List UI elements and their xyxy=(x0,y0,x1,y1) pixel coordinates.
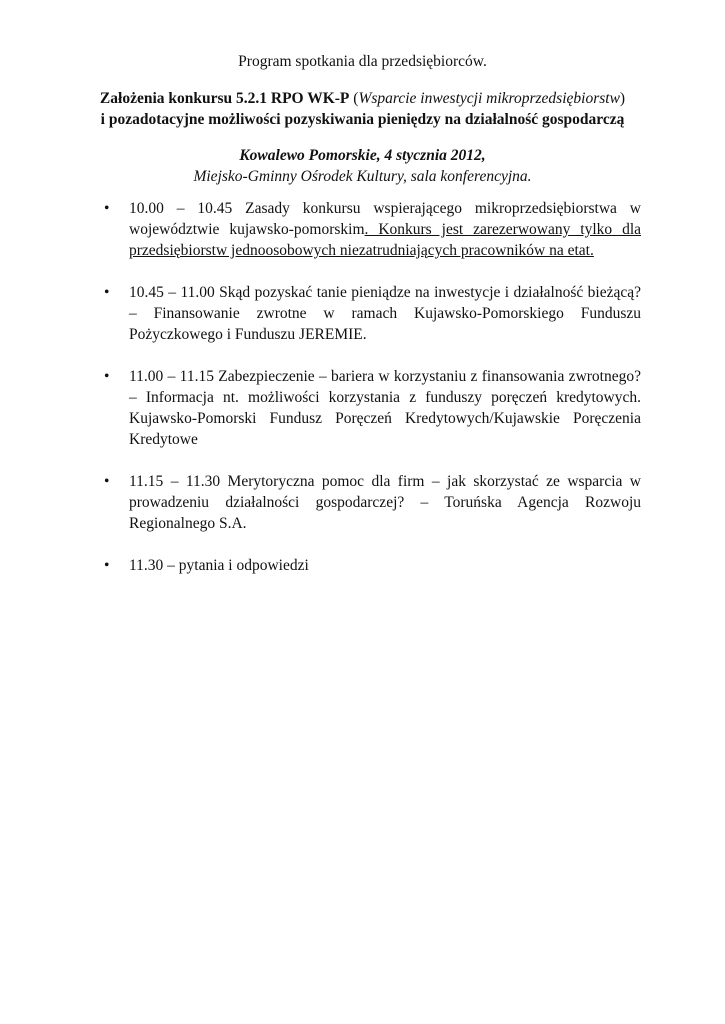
document-title: Program spotkania dla przedsiębiorców. xyxy=(238,53,487,70)
agenda-item xyxy=(104,471,641,534)
agenda-item xyxy=(104,198,641,261)
agenda-item-text: 10.45 – 11.00 Skąd pozyskać tanie pieniądze na inwestycje i działalność bieżącą? – Finansowanie zwrotne w ramach Kujawsko-Pomorskiego Funduszu Pożyczkowego i Funduszu JEREMIE. xyxy=(129,284,641,343)
heading-topic: i pozadotacyjne możliwości pozyskiwania pieniędzy na działalność gospodarczą xyxy=(100,111,625,128)
agenda-item xyxy=(104,555,641,576)
meeting-place: Miejsko-Gminny Ośrodek Kultury, sala konferencyjna. xyxy=(193,168,532,185)
heading-paren-close: ) xyxy=(619,90,626,107)
heading-paren-open: ( xyxy=(349,90,359,107)
bullet-icon: • xyxy=(104,557,110,574)
bullet-icon: • xyxy=(104,368,110,385)
bullet-icon: • xyxy=(104,284,110,301)
agenda-item-text: 11.30 – pytania i odpowiedzi xyxy=(129,557,309,574)
meeting-heading xyxy=(60,88,665,130)
agenda-list xyxy=(104,198,641,597)
heading-competition-subtitle: Wsparcie inwestycji mikroprzedsiębiorstw xyxy=(358,90,620,107)
meeting-date: Kowalewo Pomorskie, 4 stycznia 2012, xyxy=(239,147,486,164)
agenda-item xyxy=(104,366,641,450)
agenda-item-underlined-note: . Konkurs jest zarezerwowany tylko dla przedsiębiorstw jednoosobowych niezatrudniających pracowników na etat. xyxy=(129,221,642,259)
agenda-item-text: 11.15 – 11.30 Merytoryczna pomoc dla firm – jak skorzystać ze wsparcia w prowadzeniu działalności gospodarczej? – Toruńska Agencja Rozwoju Regionalnego S.A. xyxy=(129,473,641,532)
meeting-venue xyxy=(60,145,665,187)
heading-competition-name: Założenia konkursu 5.2.1 RPO WK-P xyxy=(99,90,350,107)
agenda-item xyxy=(104,282,641,345)
bullet-icon: • xyxy=(104,200,110,217)
agenda-item-text: 10.00 – 10.45 Zasady konkursu wspierającego mikroprzedsiębiorstwa w województwie kujawsko-pomorskim xyxy=(129,200,641,238)
bullet-icon: • xyxy=(104,473,110,490)
agenda-item-text: 11.00 – 11.15 Zabezpieczenie – bariera w korzystaniu z finansowania zwrotnego? – Informacja nt. możliwości korzystania z funduszy poręczeń kredytowych. Kujawsko-Pomorski Fundusz Poręczeń Kredytowych/Kujawskie Poręczenia Kredytowe xyxy=(129,368,641,448)
